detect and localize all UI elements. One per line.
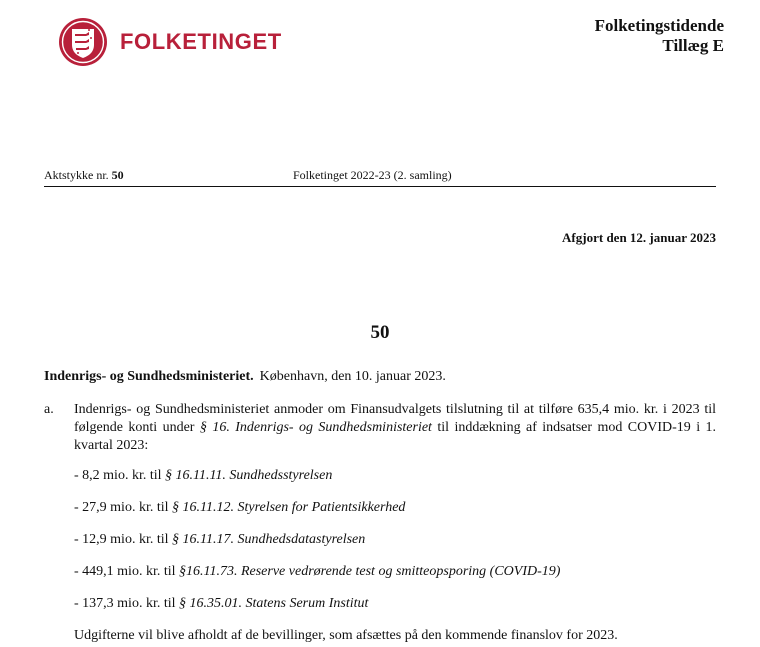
list-item: - 27,9 mio. kr. til § 16.11.12. Styrelsen for Patientsikkerhed (74, 500, 406, 515)
document-number: 50 (370, 322, 390, 343)
account-list (74, 467, 716, 613)
section-a (44, 401, 716, 645)
session-label: Folketinget 2022-23 (2. samling) (293, 168, 452, 182)
list-item: - 137,3 mio. kr. til § 16.35.01. Statens Serum Institut (74, 596, 369, 611)
intro-reference: § 16. Indenrigs- og Sundhedsministeriet (199, 420, 432, 435)
aktstykke-label: Aktstykke nr. 50 (44, 168, 124, 182)
folketinget-logo (58, 17, 282, 67)
ministry-name: Indenrigs- og Sundhedsministeriet. (44, 369, 254, 384)
aktstykke-line (44, 168, 716, 187)
logo-wordmark: FOLKETINGET (120, 29, 282, 54)
coat-of-arms-icon (58, 17, 108, 67)
closing-paragraph: Udgifterne vil blive afholdt af de bevillinger, som afsættes på den kommende finanslov for 2023. (74, 628, 618, 643)
ministry-line (44, 369, 446, 385)
supplement-name: Tillæg E (662, 36, 724, 55)
list-item: - 12,9 mio. kr. til § 16.11.17. Sundhedsdatastyrelsen (74, 532, 366, 547)
list-item: - 449,1 mio. kr. til §16.11.73. Reserve vedrørende test og smitteopsporing (COVID-19) (74, 564, 561, 579)
aktstykke-number: 50 (111, 168, 124, 182)
publication-title (595, 16, 724, 56)
section-intro: Indenrigs- og Sundhedsministeriet anmoder om Finansudvalgets tilslutning til at tilføre 635,4 mio. kr. i 2023 til følgende konti under § 16. Indenrigs- og Sundhedsministeriet til inddækning af indsatser mod COVID-19 i 1. kvartal 2023: (74, 402, 717, 453)
decided-date: Afgjort den 12. januar 2023 (562, 230, 716, 245)
section-marker: a. (44, 402, 54, 417)
publication-name: Folketingstidende (594, 16, 724, 35)
place-date: København, den 10. januar 2023. (259, 369, 446, 384)
list-item: - 8,2 mio. kr. til § 16.11.11. Sundhedsstyrelsen (74, 468, 333, 483)
